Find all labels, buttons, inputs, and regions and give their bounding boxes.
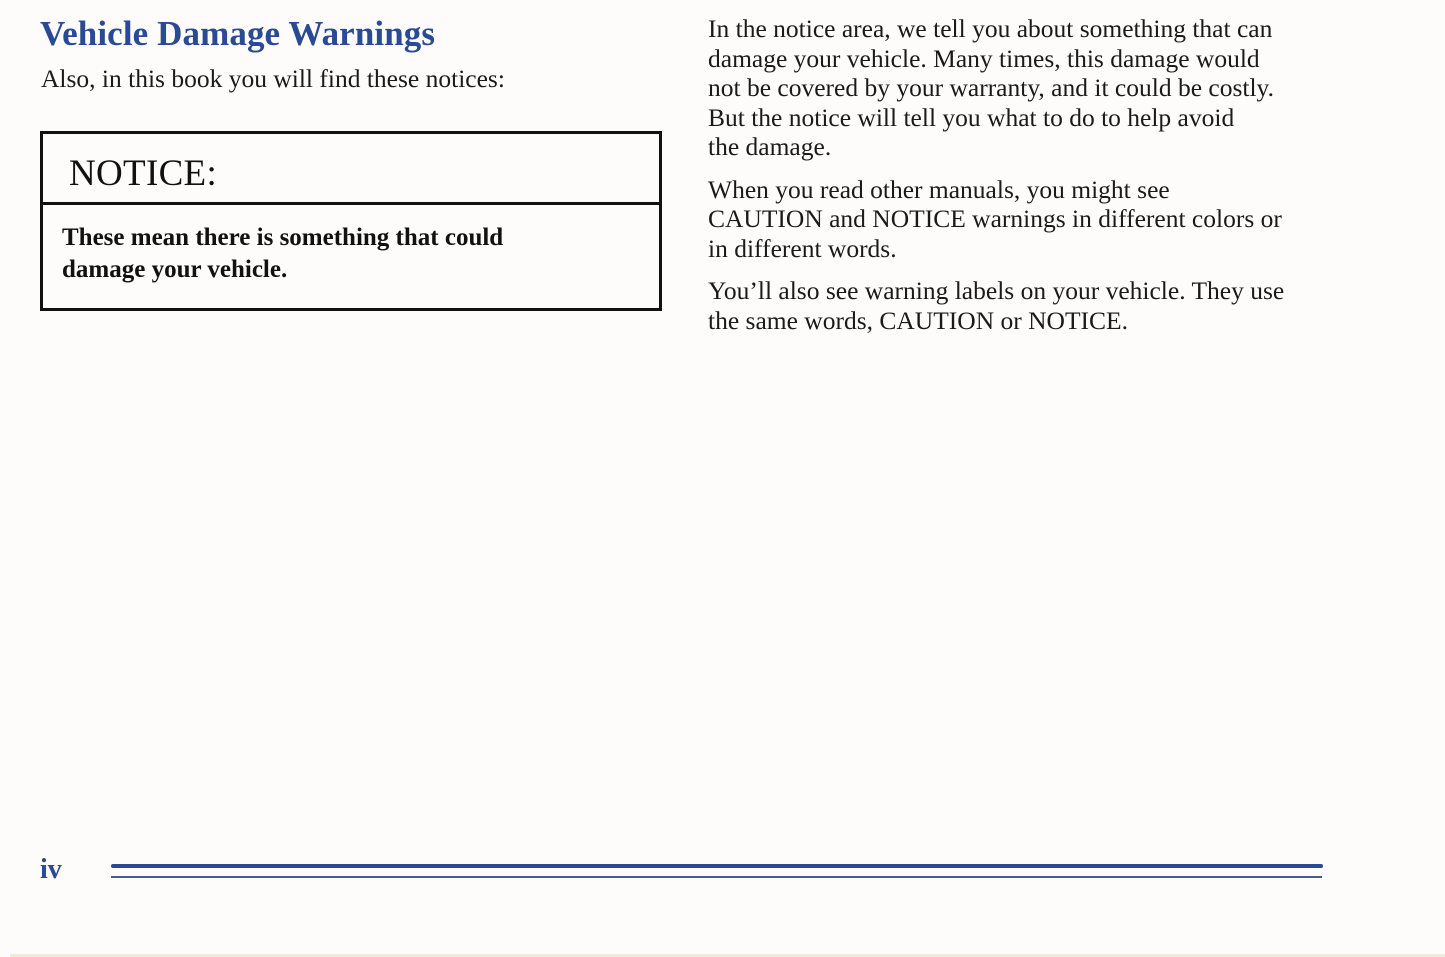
text-line: You’ll also see warning labels on your vehicle. They use xyxy=(708,276,1285,305)
page-number: iv xyxy=(40,854,62,885)
text-line: CAUTION and NOTICE warnings in different colors or xyxy=(708,204,1282,233)
text-line: When you read other manuals, you might see xyxy=(708,174,1170,204)
footer-rule-thick xyxy=(111,864,1323,868)
paragraph-other-manuals xyxy=(708,175,1338,264)
notice-body-line: These mean there is something that could xyxy=(62,224,504,251)
notice-box xyxy=(40,131,662,311)
text-line: the damage. xyxy=(708,132,832,161)
text-line: in different words. xyxy=(708,233,897,263)
footer-rule-thin xyxy=(111,876,1322,878)
page-title: Vehicle Damage Warnings xyxy=(40,14,436,53)
notice-body xyxy=(43,205,659,286)
intro-text: Also, in this book you will find these notices: xyxy=(41,64,505,93)
text-line: damage your vehicle. Many times, this damage would xyxy=(708,43,1260,73)
paragraph-warning-labels xyxy=(708,276,1338,335)
notice-body-line: damage your vehicle. xyxy=(62,256,288,283)
text-line: In the notice area, we tell you about something that can xyxy=(708,14,1273,43)
paragraph-notice-area xyxy=(708,14,1338,162)
text-line: But the notice will tell you what to do to help avoid xyxy=(708,102,1235,132)
text-line: the same words, CAUTION or NOTICE. xyxy=(708,305,1128,335)
text-line: not be covered by your warranty, and it could be costly. xyxy=(708,73,1275,102)
notice-header: NOTICE: xyxy=(43,134,659,205)
right-column xyxy=(708,14,1338,348)
